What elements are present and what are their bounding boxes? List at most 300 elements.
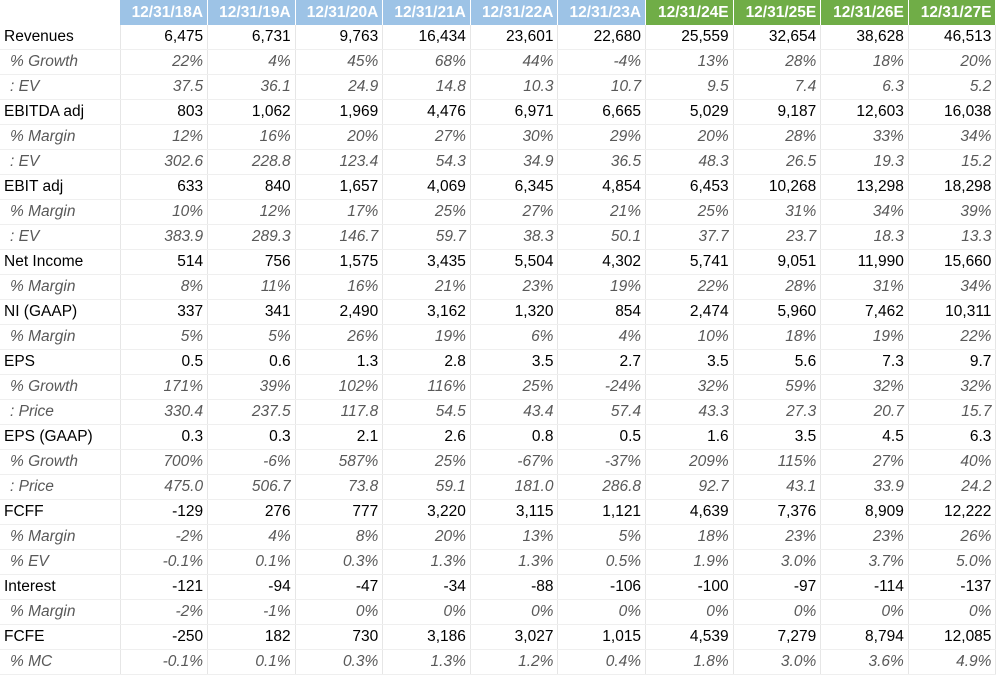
- value-cell: 32%: [908, 375, 996, 400]
- value-cell: 20%: [383, 525, 471, 550]
- value-cell: 0.5: [558, 425, 646, 450]
- value-cell: 11,990: [821, 250, 909, 275]
- ratio-row: [0, 50, 996, 75]
- row-label: Interest: [0, 575, 120, 600]
- value-cell: 0.5%: [558, 550, 646, 575]
- value-cell: 8,794: [821, 625, 909, 650]
- value-cell: 8%: [120, 275, 208, 300]
- value-cell: 31%: [821, 275, 909, 300]
- value-cell: 330.4: [120, 400, 208, 425]
- value-cell: 171%: [120, 375, 208, 400]
- column-header: 12/31/21A: [383, 0, 471, 25]
- row-label: : EV: [0, 75, 120, 100]
- value-cell: 23,601: [470, 25, 558, 50]
- column-header: 12/31/20A: [295, 0, 383, 25]
- value-cell: 14.8: [383, 75, 471, 100]
- value-cell: 13%: [646, 50, 734, 75]
- value-cell: 0.6: [208, 350, 296, 375]
- value-cell: 3.0%: [733, 550, 821, 575]
- row-label: : EV: [0, 150, 120, 175]
- ratio-row: [0, 275, 996, 300]
- value-cell: 8,909: [821, 500, 909, 525]
- value-cell: 4%: [558, 325, 646, 350]
- row-label: FCFF: [0, 500, 120, 525]
- value-cell: 341: [208, 300, 296, 325]
- value-cell: 18%: [646, 525, 734, 550]
- value-cell: 44%: [470, 50, 558, 75]
- value-cell: 32%: [646, 375, 734, 400]
- value-cell: 37.7: [646, 225, 734, 250]
- value-cell: 289.3: [208, 225, 296, 250]
- value-cell: 2,474: [646, 300, 734, 325]
- value-cell: -47: [295, 575, 383, 600]
- column-header: 12/31/26E: [821, 0, 909, 25]
- value-cell: 28%: [733, 275, 821, 300]
- value-cell: 37.5: [120, 75, 208, 100]
- value-cell: 2.1: [295, 425, 383, 450]
- value-cell: 30%: [470, 125, 558, 150]
- value-cell: 10.7: [558, 75, 646, 100]
- value-cell: 6,475: [120, 25, 208, 50]
- value-cell: 18,298: [908, 175, 996, 200]
- value-cell: 506.7: [208, 475, 296, 500]
- value-cell: 45%: [295, 50, 383, 75]
- value-cell: 5.0%: [908, 550, 996, 575]
- value-cell: 20%: [295, 125, 383, 150]
- ratio-row: [0, 150, 996, 175]
- value-cell: -0.1%: [120, 650, 208, 675]
- value-cell: 5%: [208, 325, 296, 350]
- value-cell: 0%: [821, 600, 909, 625]
- value-cell: 68%: [383, 50, 471, 75]
- row-label: % MC: [0, 650, 120, 675]
- value-cell: 17%: [295, 200, 383, 225]
- value-cell: 26%: [908, 525, 996, 550]
- value-cell: 3,027: [470, 625, 558, 650]
- value-cell: 24.9: [295, 75, 383, 100]
- value-cell: 15.7: [908, 400, 996, 425]
- metric-row: [0, 300, 996, 325]
- metric-row: [0, 100, 996, 125]
- table-body: [0, 25, 996, 675]
- value-cell: -129: [120, 500, 208, 525]
- row-label: EBITDA adj: [0, 100, 120, 125]
- value-cell: -2%: [120, 525, 208, 550]
- value-cell: 18%: [733, 325, 821, 350]
- value-cell: 22%: [646, 275, 734, 300]
- value-cell: 25%: [383, 450, 471, 475]
- value-cell: 10.3: [470, 75, 558, 100]
- value-cell: 54.5: [383, 400, 471, 425]
- value-cell: 43.1: [733, 475, 821, 500]
- value-cell: -114: [821, 575, 909, 600]
- value-cell: 12,085: [908, 625, 996, 650]
- value-cell: 5,960: [733, 300, 821, 325]
- value-cell: 4,069: [383, 175, 471, 200]
- ratio-row: [0, 400, 996, 425]
- value-cell: 7,462: [821, 300, 909, 325]
- value-cell: 1,062: [208, 100, 296, 125]
- value-cell: 6,345: [470, 175, 558, 200]
- metric-row: [0, 25, 996, 50]
- row-label: FCFE: [0, 625, 120, 650]
- value-cell: 2.7: [558, 350, 646, 375]
- value-cell: 777: [295, 500, 383, 525]
- value-cell: 5,029: [646, 100, 734, 125]
- value-cell: 7,279: [733, 625, 821, 650]
- value-cell: 0%: [733, 600, 821, 625]
- value-cell: 5%: [558, 525, 646, 550]
- value-cell: 4%: [208, 525, 296, 550]
- row-label: % Margin: [0, 325, 120, 350]
- value-cell: 7.4: [733, 75, 821, 100]
- value-cell: 337: [120, 300, 208, 325]
- value-cell: 182: [208, 625, 296, 650]
- value-cell: 4.5: [821, 425, 909, 450]
- value-cell: 15.2: [908, 150, 996, 175]
- value-cell: 16,434: [383, 25, 471, 50]
- value-cell: 1,657: [295, 175, 383, 200]
- ratio-row: [0, 450, 996, 475]
- value-cell: 1,320: [470, 300, 558, 325]
- value-cell: 6,971: [470, 100, 558, 125]
- row-label: % Growth: [0, 50, 120, 75]
- value-cell: 0.1%: [208, 650, 296, 675]
- value-cell: 38.3: [470, 225, 558, 250]
- ratio-row: [0, 225, 996, 250]
- value-cell: 28%: [733, 50, 821, 75]
- value-cell: 12,603: [821, 100, 909, 125]
- value-cell: 5%: [120, 325, 208, 350]
- value-cell: 18.3: [821, 225, 909, 250]
- row-label: : Price: [0, 475, 120, 500]
- value-cell: 3.5: [733, 425, 821, 450]
- value-cell: 31%: [733, 200, 821, 225]
- value-cell: 6,665: [558, 100, 646, 125]
- value-cell: 6.3: [821, 75, 909, 100]
- value-cell: 0%: [646, 600, 734, 625]
- value-cell: 19%: [821, 325, 909, 350]
- value-cell: 5,741: [646, 250, 734, 275]
- ratio-row: [0, 600, 996, 625]
- value-cell: 3.5: [470, 350, 558, 375]
- value-cell: 16%: [295, 275, 383, 300]
- value-cell: 39%: [208, 375, 296, 400]
- value-cell: 1.2%: [470, 650, 558, 675]
- header-corner: [0, 0, 120, 25]
- value-cell: 92.7: [646, 475, 734, 500]
- value-cell: 6,731: [208, 25, 296, 50]
- value-cell: 5,504: [470, 250, 558, 275]
- row-label: : Price: [0, 400, 120, 425]
- value-cell: 73.8: [295, 475, 383, 500]
- value-cell: 1,121: [558, 500, 646, 525]
- value-cell: 26.5: [733, 150, 821, 175]
- value-cell: 209%: [646, 450, 734, 475]
- value-cell: 18%: [821, 50, 909, 75]
- value-cell: 22%: [120, 50, 208, 75]
- value-cell: 21%: [558, 200, 646, 225]
- value-cell: -88: [470, 575, 558, 600]
- value-cell: 23%: [821, 525, 909, 550]
- value-cell: -2%: [120, 600, 208, 625]
- value-cell: 38,628: [821, 25, 909, 50]
- value-cell: 4%: [208, 50, 296, 75]
- value-cell: 730: [295, 625, 383, 650]
- value-cell: 57.4: [558, 400, 646, 425]
- ratio-row: [0, 75, 996, 100]
- row-label: Net Income: [0, 250, 120, 275]
- value-cell: 10%: [646, 325, 734, 350]
- value-cell: 33%: [821, 125, 909, 150]
- value-cell: 48.3: [646, 150, 734, 175]
- metric-row: [0, 500, 996, 525]
- value-cell: 54.3: [383, 150, 471, 175]
- value-cell: 0.4%: [558, 650, 646, 675]
- value-cell: 25,559: [646, 25, 734, 50]
- value-cell: 43.4: [470, 400, 558, 425]
- value-cell: 0%: [383, 600, 471, 625]
- value-cell: 1.3%: [383, 550, 471, 575]
- value-cell: 803: [120, 100, 208, 125]
- value-cell: 286.8: [558, 475, 646, 500]
- value-cell: 8%: [295, 525, 383, 550]
- ratio-row: [0, 475, 996, 500]
- value-cell: 13%: [470, 525, 558, 550]
- value-cell: 4,639: [646, 500, 734, 525]
- value-cell: 27.3: [733, 400, 821, 425]
- value-cell: 4.9%: [908, 650, 996, 675]
- value-cell: 15,660: [908, 250, 996, 275]
- value-cell: 28%: [733, 125, 821, 150]
- value-cell: 9,051: [733, 250, 821, 275]
- value-cell: 0.3%: [295, 550, 383, 575]
- column-header: 12/31/25E: [733, 0, 821, 25]
- value-cell: 22%: [908, 325, 996, 350]
- value-cell: 3,162: [383, 300, 471, 325]
- value-cell: 36.1: [208, 75, 296, 100]
- value-cell: 0.8: [470, 425, 558, 450]
- value-cell: 1.3%: [383, 650, 471, 675]
- ratio-row: [0, 375, 996, 400]
- value-cell: 23%: [470, 275, 558, 300]
- value-cell: 5.2: [908, 75, 996, 100]
- value-cell: 19.3: [821, 150, 909, 175]
- value-cell: 23%: [733, 525, 821, 550]
- value-cell: 1,575: [295, 250, 383, 275]
- value-cell: 16%: [208, 125, 296, 150]
- value-cell: 40%: [908, 450, 996, 475]
- value-cell: 3.5: [646, 350, 734, 375]
- row-label: : EV: [0, 225, 120, 250]
- value-cell: 0.5: [120, 350, 208, 375]
- value-cell: 115%: [733, 450, 821, 475]
- value-cell: 46,513: [908, 25, 996, 50]
- ratio-row: [0, 200, 996, 225]
- row-label: Revenues: [0, 25, 120, 50]
- metric-row: [0, 175, 996, 200]
- value-cell: 4,302: [558, 250, 646, 275]
- value-cell: 34.9: [470, 150, 558, 175]
- value-cell: -67%: [470, 450, 558, 475]
- value-cell: 10,311: [908, 300, 996, 325]
- value-cell: 13,298: [821, 175, 909, 200]
- value-cell: 0%: [470, 600, 558, 625]
- value-cell: -0.1%: [120, 550, 208, 575]
- value-cell: 12%: [120, 125, 208, 150]
- row-label: % Growth: [0, 450, 120, 475]
- row-label: % Margin: [0, 275, 120, 300]
- value-cell: -97: [733, 575, 821, 600]
- metric-row: [0, 350, 996, 375]
- value-cell: 0.3: [120, 425, 208, 450]
- value-cell: 383.9: [120, 225, 208, 250]
- value-cell: 514: [120, 250, 208, 275]
- value-cell: 13.3: [908, 225, 996, 250]
- value-cell: 3,186: [383, 625, 471, 650]
- value-cell: 27%: [821, 450, 909, 475]
- value-cell: 3,115: [470, 500, 558, 525]
- value-cell: 24.2: [908, 475, 996, 500]
- value-cell: 7.3: [821, 350, 909, 375]
- value-cell: 0.1%: [208, 550, 296, 575]
- value-cell: -137: [908, 575, 996, 600]
- value-cell: 756: [208, 250, 296, 275]
- row-label: EPS: [0, 350, 120, 375]
- value-cell: 16,038: [908, 100, 996, 125]
- metric-row: [0, 425, 996, 450]
- value-cell: 6.3: [908, 425, 996, 450]
- value-cell: 116%: [383, 375, 471, 400]
- value-cell: 146.7: [295, 225, 383, 250]
- value-cell: 0%: [295, 600, 383, 625]
- column-header: 12/31/19A: [208, 0, 296, 25]
- value-cell: 7,376: [733, 500, 821, 525]
- ratio-row: [0, 525, 996, 550]
- value-cell: 181.0: [470, 475, 558, 500]
- value-cell: 117.8: [295, 400, 383, 425]
- value-cell: 59%: [733, 375, 821, 400]
- value-cell: 475.0: [120, 475, 208, 500]
- value-cell: 34%: [908, 275, 996, 300]
- value-cell: 854: [558, 300, 646, 325]
- metric-row: [0, 625, 996, 650]
- value-cell: 4,539: [646, 625, 734, 650]
- value-cell: 59.7: [383, 225, 471, 250]
- value-cell: 2,490: [295, 300, 383, 325]
- row-label: % Margin: [0, 125, 120, 150]
- value-cell: 3,435: [383, 250, 471, 275]
- value-cell: 302.6: [120, 150, 208, 175]
- value-cell: 12%: [208, 200, 296, 225]
- value-cell: 237.5: [208, 400, 296, 425]
- value-cell: 1,969: [295, 100, 383, 125]
- value-cell: 9,763: [295, 25, 383, 50]
- value-cell: -121: [120, 575, 208, 600]
- column-header: 12/31/27E: [908, 0, 996, 25]
- value-cell: -34: [383, 575, 471, 600]
- metric-row: [0, 575, 996, 600]
- value-cell: 34%: [908, 125, 996, 150]
- value-cell: 102%: [295, 375, 383, 400]
- header-row: [0, 0, 996, 25]
- value-cell: 123.4: [295, 150, 383, 175]
- value-cell: 36.5: [558, 150, 646, 175]
- row-label: EBIT adj: [0, 175, 120, 200]
- value-cell: 6,453: [646, 175, 734, 200]
- value-cell: 22,680: [558, 25, 646, 50]
- value-cell: 20.7: [821, 400, 909, 425]
- value-cell: 1.3%: [470, 550, 558, 575]
- value-cell: 633: [120, 175, 208, 200]
- value-cell: 33.9: [821, 475, 909, 500]
- value-cell: 9.5: [646, 75, 734, 100]
- value-cell: 59.1: [383, 475, 471, 500]
- value-cell: 228.8: [208, 150, 296, 175]
- value-cell: -1%: [208, 600, 296, 625]
- value-cell: 0.3%: [295, 650, 383, 675]
- value-cell: 700%: [120, 450, 208, 475]
- value-cell: 29%: [558, 125, 646, 150]
- value-cell: 3,220: [383, 500, 471, 525]
- ratio-row: [0, 125, 996, 150]
- value-cell: 39%: [908, 200, 996, 225]
- value-cell: 32%: [821, 375, 909, 400]
- value-cell: 2.8: [383, 350, 471, 375]
- value-cell: 43.3: [646, 400, 734, 425]
- value-cell: 23.7: [733, 225, 821, 250]
- value-cell: 25%: [470, 375, 558, 400]
- value-cell: 27%: [383, 125, 471, 150]
- value-cell: 10%: [120, 200, 208, 225]
- value-cell: 25%: [646, 200, 734, 225]
- value-cell: 25%: [383, 200, 471, 225]
- value-cell: 19%: [383, 325, 471, 350]
- value-cell: 26%: [295, 325, 383, 350]
- value-cell: 6%: [470, 325, 558, 350]
- value-cell: 3.6%: [821, 650, 909, 675]
- value-cell: 27%: [470, 200, 558, 225]
- value-cell: 276: [208, 500, 296, 525]
- value-cell: 12,222: [908, 500, 996, 525]
- value-cell: -100: [646, 575, 734, 600]
- value-cell: 587%: [295, 450, 383, 475]
- column-header: 12/31/24E: [646, 0, 734, 25]
- value-cell: 9,187: [733, 100, 821, 125]
- value-cell: 20%: [646, 125, 734, 150]
- value-cell: 32,654: [733, 25, 821, 50]
- column-header: 12/31/18A: [120, 0, 208, 25]
- value-cell: -4%: [558, 50, 646, 75]
- value-cell: -106: [558, 575, 646, 600]
- column-header: 12/31/23A: [558, 0, 646, 25]
- value-cell: 1,015: [558, 625, 646, 650]
- value-cell: 34%: [821, 200, 909, 225]
- row-label: % Margin: [0, 525, 120, 550]
- value-cell: 0.3: [208, 425, 296, 450]
- metric-row: [0, 250, 996, 275]
- row-label: EPS (GAAP): [0, 425, 120, 450]
- value-cell: 3.7%: [821, 550, 909, 575]
- column-header: 12/31/22A: [470, 0, 558, 25]
- value-cell: 21%: [383, 275, 471, 300]
- value-cell: 840: [208, 175, 296, 200]
- row-label: % Margin: [0, 600, 120, 625]
- value-cell: 10,268: [733, 175, 821, 200]
- value-cell: 0%: [908, 600, 996, 625]
- value-cell: 11%: [208, 275, 296, 300]
- value-cell: -250: [120, 625, 208, 650]
